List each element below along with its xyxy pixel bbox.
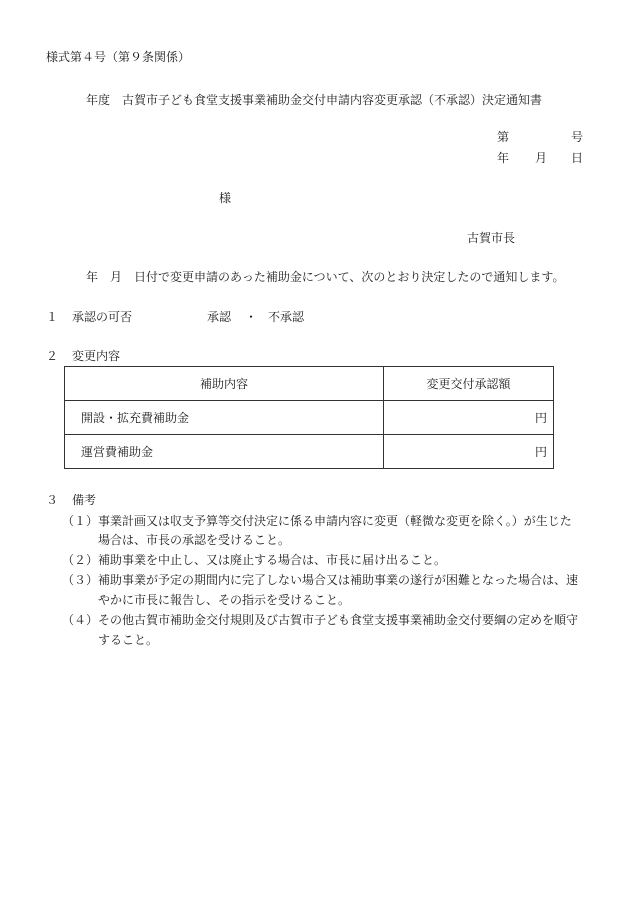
date-day: 日 bbox=[571, 151, 584, 165]
note-text: その他古賀市補助金交付規則及び古賀市子ども食堂支援事業補助金交付要綱の定めを順守 bbox=[98, 613, 579, 627]
approve-option: 承認 bbox=[207, 310, 232, 324]
addressee-suffix: 様 bbox=[219, 191, 232, 205]
table-header-item: 補助内容 bbox=[65, 367, 384, 401]
table-row-unit: 円 bbox=[384, 401, 554, 435]
disapprove-option: 不承認 bbox=[268, 310, 305, 324]
page-title: 古賀市子ども食堂支援事業補助金交付申請内容変更承認（不承認）決定通知書 bbox=[122, 93, 543, 107]
intro-year: 年 bbox=[86, 270, 99, 284]
doc-number-prefix: 第 bbox=[497, 130, 510, 144]
form-number: 様式第４号（第９条関係） bbox=[46, 50, 191, 64]
table-header-amount: 変更交付承認額 bbox=[384, 367, 554, 401]
section1-number: １ bbox=[46, 310, 59, 324]
section1-label: 承認の可否 bbox=[72, 310, 133, 324]
section2-label: 変更内容 bbox=[72, 349, 121, 363]
note-number: （４） bbox=[62, 613, 99, 627]
table-row-item: 運営費補助金 bbox=[65, 435, 384, 469]
section2-number: ２ bbox=[46, 349, 59, 363]
note-text: 事業計画又は収支予算等交付決定に係る申請内容に変更（軽微な変更を除く。）が生じた bbox=[98, 514, 572, 528]
intro-month: 月 bbox=[110, 270, 123, 284]
issuer: 古賀市長 bbox=[467, 231, 516, 245]
change-table bbox=[64, 366, 554, 469]
date-year: 年 bbox=[497, 151, 510, 165]
note-number: （３） bbox=[62, 573, 99, 587]
note-text: 補助事業が予定の期間内に完了しない場合又は補助事業の遂行が困難となった場合は、速 bbox=[98, 573, 579, 587]
note-number: （２） bbox=[62, 553, 99, 567]
table-header-row bbox=[65, 367, 554, 401]
note-text-continued: すること。 bbox=[98, 633, 159, 647]
date-month: 月 bbox=[535, 151, 548, 165]
table-row-unit: 円 bbox=[384, 435, 554, 469]
note-text: 補助事業を中止し、又は廃止する場合は、市長に届け出ること。 bbox=[98, 553, 447, 567]
section3-label: 備考 bbox=[72, 493, 97, 507]
note-text-continued: やかに市長に報告し、その指示を受けること。 bbox=[98, 593, 351, 607]
table-row bbox=[65, 435, 554, 469]
table-row-item: 開設・拡充費補助金 bbox=[65, 401, 384, 435]
intro-text: 日付で変更申請のあった補助金について、次のとおり決定したので通知します。 bbox=[134, 270, 565, 284]
section3-number: ３ bbox=[46, 493, 59, 507]
note-number: （１） bbox=[62, 514, 99, 528]
doc-number-suffix: 号 bbox=[571, 130, 584, 144]
note-text-continued: 場合は、市長の承認を受けること。 bbox=[98, 533, 291, 547]
option-separator: ・ bbox=[245, 310, 258, 324]
table-row bbox=[65, 401, 554, 435]
title-year-label: 年度 bbox=[86, 93, 111, 107]
